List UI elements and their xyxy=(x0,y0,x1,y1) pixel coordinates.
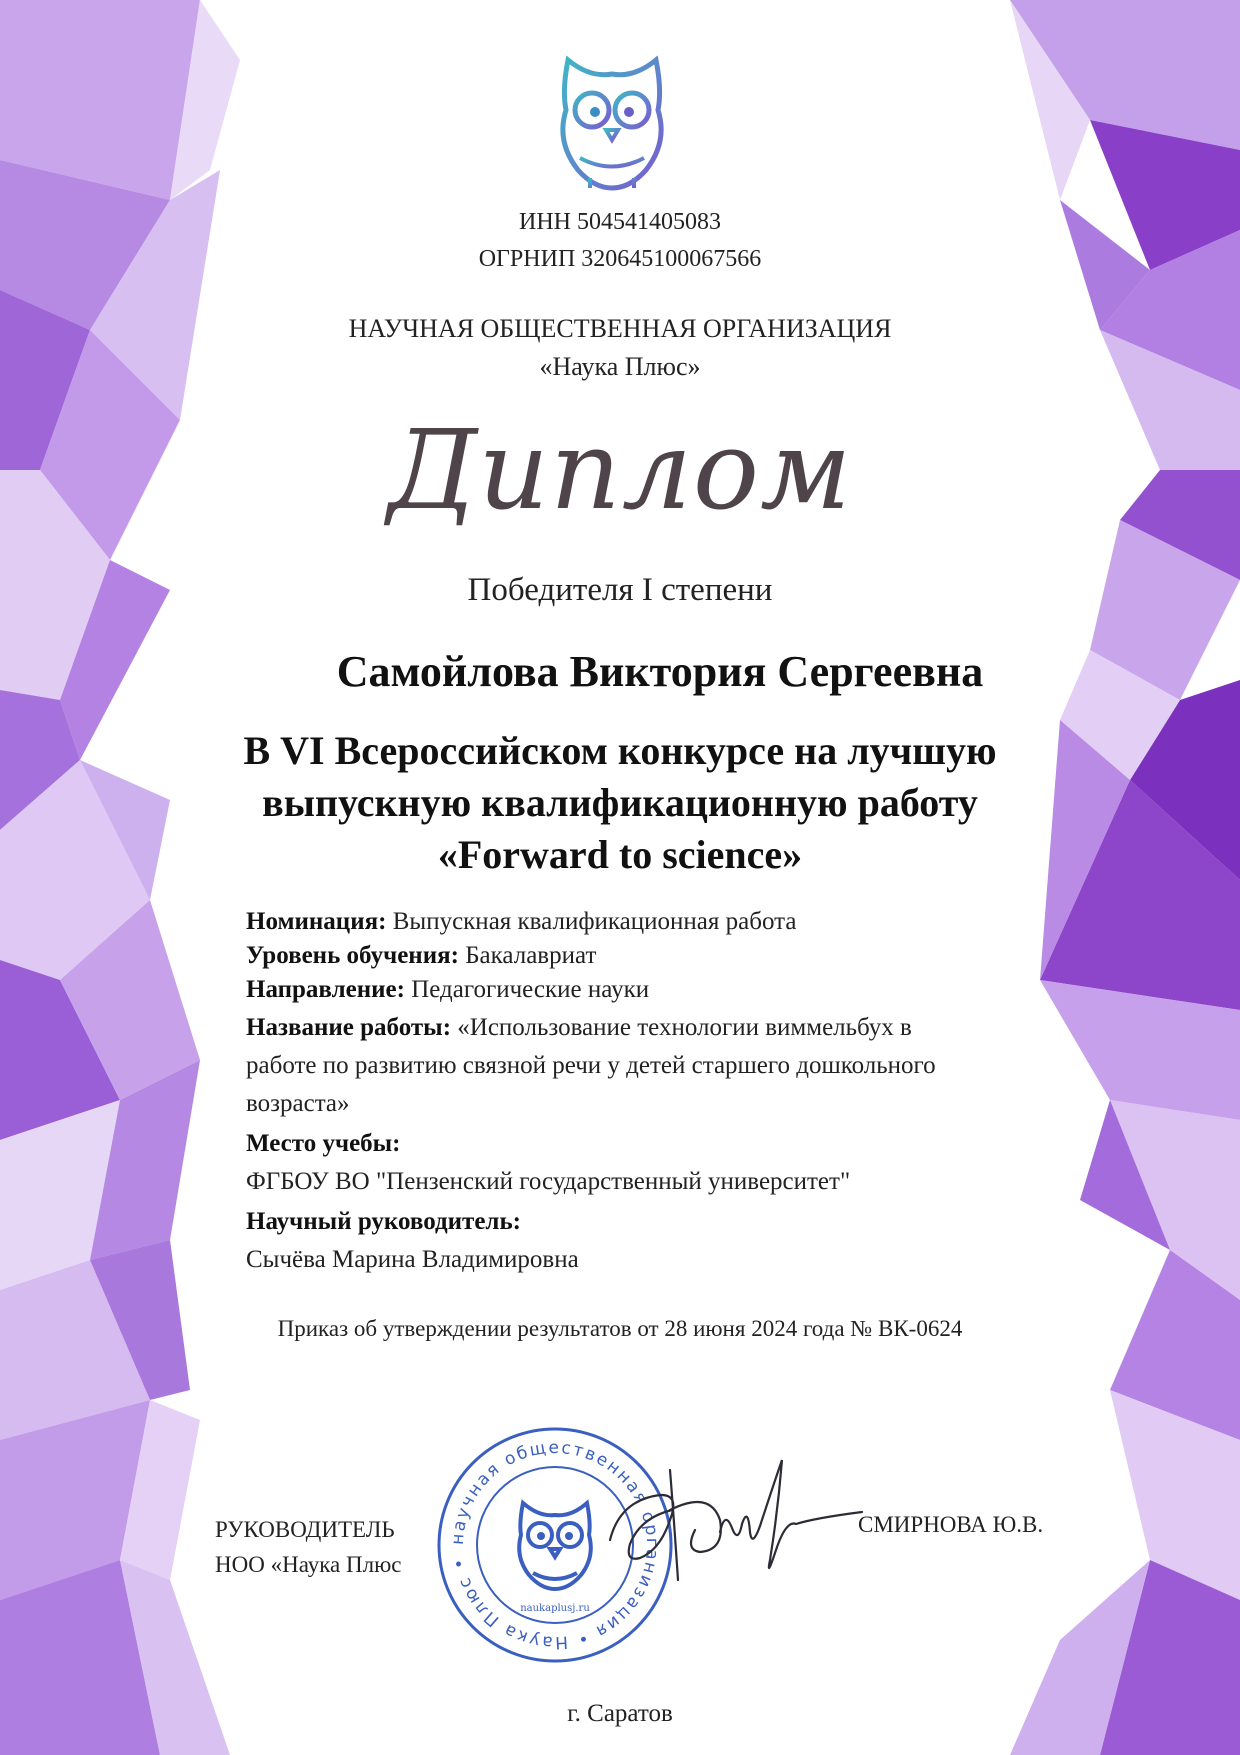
place-label: Место учебы: xyxy=(246,1130,401,1157)
ogrnip-text: ОГРНИП 320645100067566 xyxy=(478,246,762,272)
contest-line-3: «Forward to science» xyxy=(437,832,803,877)
nomination-label: Номинация: xyxy=(246,908,387,935)
nomination-row xyxy=(246,905,1076,939)
details-block xyxy=(246,905,1076,1279)
signatory-position xyxy=(215,1512,402,1582)
position-line-1: РУКОВОДИТЕЛЬ xyxy=(215,1517,395,1542)
study-place-row xyxy=(246,1125,1076,1201)
level-value: Бакалавриат xyxy=(465,942,597,969)
diploma-title: Диплом xyxy=(387,406,853,534)
recipient-name: Самойлова Виктория Сергеевна xyxy=(336,647,984,696)
contest-line-1: В VI Всероссийском конкурсе на лучшую xyxy=(243,728,997,773)
level-label: Уровень обучения: xyxy=(246,942,459,969)
org-line-2: «Наука Плюс» xyxy=(539,352,701,381)
signatory-name: СМИРНОВА Ю.В. xyxy=(858,1512,1044,1537)
direction-row xyxy=(246,973,1076,1007)
nomination-value: Выпускная квалификационная работа xyxy=(392,908,797,935)
org-line-1: НАУЧНАЯ ОБЩЕСТВЕННАЯ ОРГАНИЗАЦИЯ xyxy=(348,314,892,343)
organization-name xyxy=(0,310,1240,386)
position-line-2: НОО «Наука Плюс xyxy=(215,1552,402,1577)
work-value-line-3: возраста» xyxy=(246,1090,350,1117)
svg-text:научная общественная организац: научная общественная организация • Наука Плюс • xyxy=(447,1437,663,1653)
contest-title xyxy=(0,725,1240,881)
order-text: Приказ об утверждении результатов от 28 июня 2024 года № ВК-0624 xyxy=(277,1316,963,1341)
inn-text: ИНН 504541405083 xyxy=(519,209,721,235)
handwritten-signature xyxy=(600,1440,865,1600)
work-value-line-1: «Использование технологии виммельбух в xyxy=(457,1014,912,1041)
award-degree: Победителя I степени xyxy=(467,572,773,608)
direction-value: Педагогические науки xyxy=(411,976,650,1003)
supervisor-label: Научный руководитель: xyxy=(246,1208,521,1235)
svg-text:naukaplusj.ru: naukaplusj.ru xyxy=(520,1603,590,1614)
work-label: Название работы: xyxy=(246,1014,452,1041)
contest-line-2: выпускную квалификационную работу xyxy=(262,780,978,825)
registration-ids xyxy=(0,204,1240,278)
city-text: г. Саратов xyxy=(567,1700,673,1727)
place-value: ФГБОУ ВО "Пензенский государственный университет" xyxy=(246,1168,851,1195)
direction-label: Направление: xyxy=(246,976,405,1003)
work-title-row xyxy=(246,1009,1076,1123)
supervisor-row xyxy=(246,1203,1076,1279)
work-value-line-2: работе по развитию связной речи у детей старшего дошкольного xyxy=(246,1052,936,1079)
owl-logo-icon xyxy=(550,50,675,195)
supervisor-value: Сычёва Марина Владимировна xyxy=(246,1246,579,1273)
level-row xyxy=(246,939,1076,973)
